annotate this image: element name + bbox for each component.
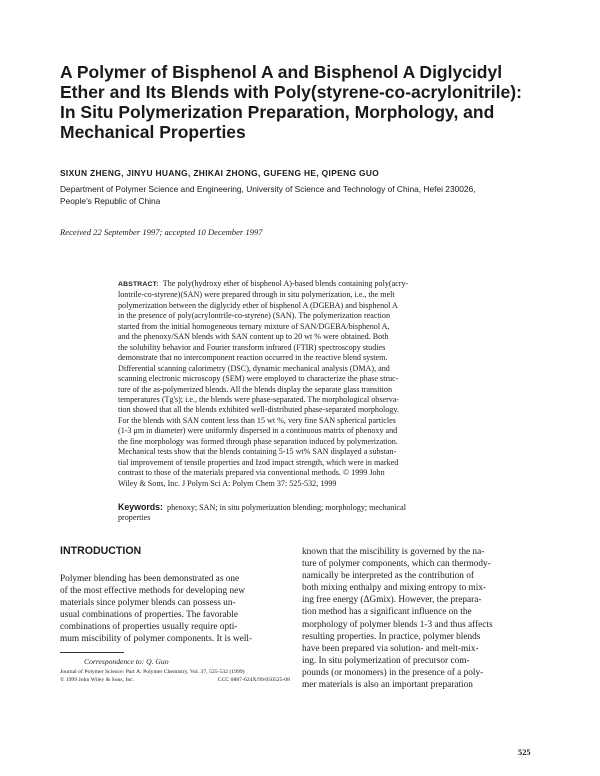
footnote-rule (60, 652, 124, 653)
abstract-line-6: and the phenoxy/SAN blends with SAN content up to 20 wt % were obtained. Both (118, 332, 389, 342)
footnote-copyright: © 1999 John Wiley & Sons, Inc. (60, 676, 135, 683)
left-line-5: combinations of properties usually require opti- (60, 622, 238, 633)
abstract-line-17: Mechanical tests show that the blends containing 5-15 wt% SAN displayed a substan- (118, 447, 397, 457)
keywords-line-2: properties (118, 513, 151, 523)
abstract-line-4: in the presence of poly(acrylontrile-co-styrene) (SAN). The polymerization reaction (118, 311, 391, 321)
right-line-11: pounds (or monomers) in the presence of a poly- (302, 667, 484, 678)
left-line-3: materials since polymer blends can possess un- (60, 598, 236, 609)
title-line-3: In Situ Polymerization Preparation, Morphology, and (60, 102, 495, 122)
right-line-4: both mixing enthalpy and mixing entropy to mix- (302, 583, 487, 594)
right-line-7: morphology of polymer blends 1-3 and thus affects (302, 619, 493, 630)
abstract-line-11: ture of the as-polymerized blends. All the blends display the separate glass transition (118, 384, 392, 394)
abstract-line-12: temperatures (Tg's); i.e., the blends were phase-separated. The morphological observa- (118, 394, 400, 404)
abstract-line-20: Wiley & Sons, Inc. J Polym Sci A: Polym Chem 37: 525-532, 1999 (118, 478, 337, 488)
body-right-column (302, 546, 532, 691)
abstract-line-19: contrast to those of the materials prepared via conventional methods. © 1999 John (118, 468, 385, 478)
right-line-8: resulting properties. In practice, polymer blends (302, 631, 481, 642)
right-line-5: ing free energy (ΔGmix). However, the prepara- (302, 595, 482, 606)
abstract-line-10: scanning electronic microscopy (SEM) were employed to characterize the phase struc- (118, 374, 399, 384)
abstract-line-16: the fine morphology was formed through phase separation induced by polymerization. (118, 436, 398, 446)
left-line-4: usual combinations of properties. The favorable (60, 610, 238, 621)
affiliation (60, 184, 540, 207)
right-line-1: known that the miscibility is governed by the na- (302, 547, 485, 557)
right-line-9: have been prepared via solution- and melt-mix- (302, 643, 479, 654)
affiliation-line-2: People's Republic of China (60, 195, 161, 206)
right-line-10: ing. In situ polymerization of precursor com- (302, 655, 470, 666)
correspondence-note: Correspondence to: Q. Guo (84, 657, 169, 666)
abstract-line-13: tion showed that all the blends exhibited well-distributed phase-separated morphology. (118, 405, 399, 415)
abstract-line-15: (1-3 μm in diameter) were uniformly dispersed in a continuous matrix of phenoxy and (118, 426, 398, 436)
title-line-2: Ether and Its Blends with Poly(styrene-co-acrylonitrile): (60, 82, 522, 102)
received-dates: Received 22 September 1997; accepted 10 December 1997 (60, 227, 263, 237)
title-line-1: A Polymer of Bisphenol A and Bisphenol A Diglycidyl (60, 62, 503, 82)
left-line-2: of the most effective methods for developing new (60, 586, 245, 597)
abstract-line-1-text: The poly(hydroxy ether of bisphenol A)-based blends containing poly(acry- (162, 279, 409, 288)
abstract-line-2: lontrile-co-styrene)(SAN) were prepared through in situ polymerization, i.e., the melt (118, 290, 395, 300)
keywords-label: Keywords: (118, 502, 163, 512)
abstract-line-9: Differential scanning calorimetry (DSC), dynamic mechanical analysis (DMA), and (118, 363, 390, 373)
author-list: SIXUN ZHENG, JINYU HUANG, ZHIKAI ZHONG, GUFENG HE, QIPENG GUO (60, 168, 380, 178)
introduction-heading: INTRODUCTION (60, 545, 142, 557)
abstract-line-8: demonstrate that no intercomponent reaction occurred in the reactive blend system. (118, 353, 388, 363)
body-left-column (60, 573, 290, 646)
title-line-4: Mechanical Properties (60, 122, 246, 142)
page-number: 525 (518, 748, 531, 757)
right-line-3: namically be interpreted as the contribution of (302, 571, 474, 582)
footnote-line-1: Journal of Polymer Science: Part A: Polymer Chemistry, Vol. 37, 525-532 (1999) (60, 669, 245, 675)
keywords-line-1 (118, 502, 538, 513)
left-line-1: Polymer blending has been demonstrated as one (60, 574, 240, 584)
left-line-6: mum miscibility of polymer components. It is well- (60, 634, 253, 645)
right-line-12: mer materials is also an important preparation (302, 680, 473, 691)
keywords (118, 502, 538, 524)
journal-footnote (60, 669, 290, 685)
abstract-line-14: For the blends with SAN content less than 15 wt %, very fine SAN spherical particles (118, 415, 396, 425)
abstract-line-1 (118, 279, 538, 290)
right-line-6: tion method has a significant influence on the (302, 607, 472, 618)
abstract-line-18: tial improvement of tensile properties and Izod impact strength, which were in marked (118, 457, 399, 467)
abstract-line-5: started from the initial homogeneous ternary mixture of SAN/DGEBA/bisphenol A, (118, 321, 390, 331)
keywords-line-1-text: phenoxy; SAN; in situ polymerization blending; morphology; mechanical (167, 503, 406, 512)
abstract-label: ABSTRACT: (118, 281, 159, 288)
footnote-line-2 (60, 677, 290, 685)
right-line-2: ture of polymer components, which can thermody- (302, 559, 491, 570)
abstract (118, 279, 538, 489)
abstract-line-3: polymerization between the diglycidy ether of bisphenol A (DGEBA) and bisphenol A (118, 300, 398, 310)
footnote-ccc-code: CCC 0887-624X/99/050525-08 (217, 676, 290, 683)
paper-title (60, 62, 540, 142)
affiliation-line-1: Department of Polymer Science and Engineering, University of Science and Technology of China, Hefei 230026, (60, 184, 476, 194)
abstract-line-7: the solubility behavior and Fourier transform infrared (FTIR) spectroscopy studies (118, 342, 386, 352)
